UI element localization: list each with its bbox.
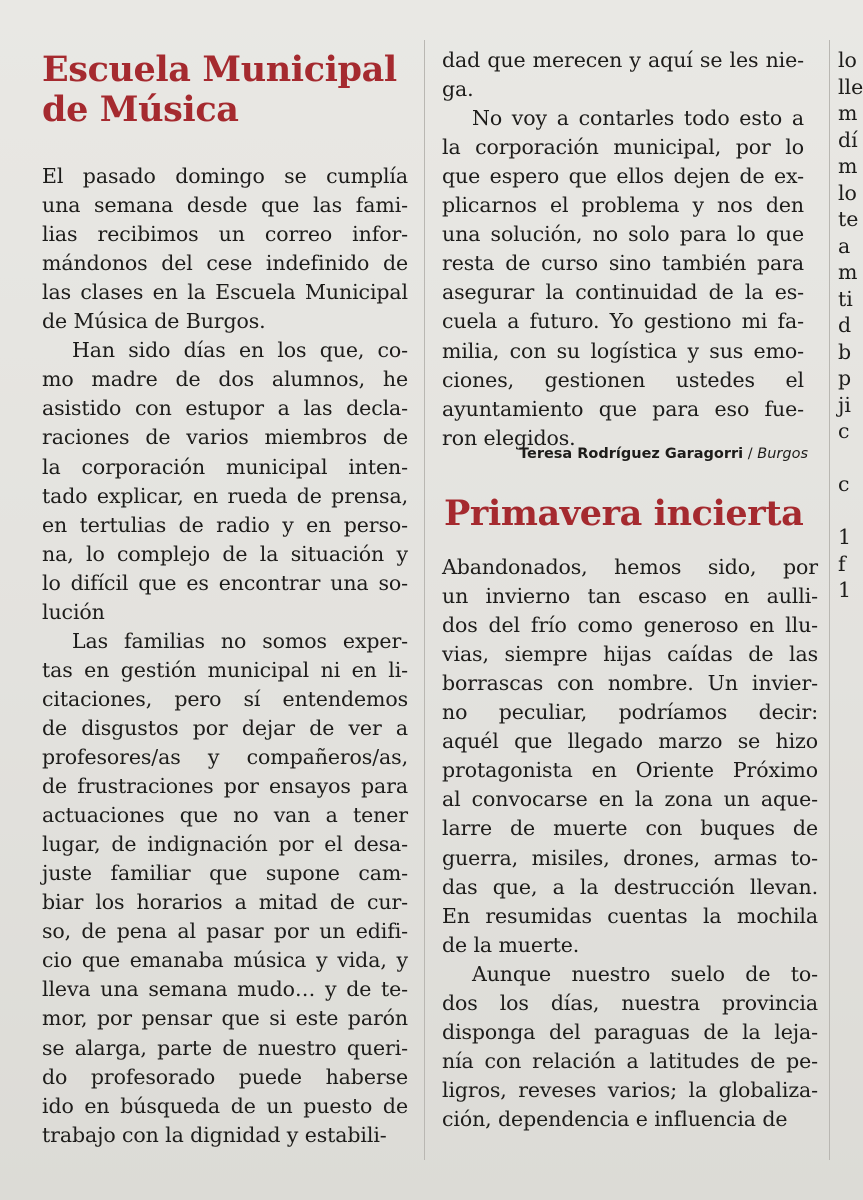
edge-fragment: b <box>838 339 852 364</box>
edge-fragment: a <box>838 233 851 258</box>
letter1-text-line: la corporación municipal, por lo <box>442 135 804 160</box>
letter1-text-line: tado explicar, en rueda de prensa, <box>42 483 408 508</box>
edge-fragment: m <box>838 260 858 284</box>
letter2-text-line: no peculiar, podríamos decir: <box>442 700 818 725</box>
letter1-text-line: asegurar la continuidad de la es- <box>442 280 804 305</box>
letter1-text-line: de Música de Burgos. <box>42 309 266 334</box>
letter1-text-line: Han sido días en los que, co- <box>72 338 408 363</box>
letter1-text-line: lución <box>42 599 105 624</box>
edge-column <box>838 0 863 1200</box>
letter1-text-line: lo difícil que es encontrar una so- <box>42 570 408 595</box>
letter1-text-line: una solución, no solo para lo que <box>442 222 804 247</box>
letter1-text-line: resta de curso sino también para <box>442 251 804 276</box>
letter1-text-line: de disgustos por dejar de ver a <box>42 715 408 740</box>
edge-fragment: lo <box>838 180 857 205</box>
edge-fragment: lo <box>838 48 857 72</box>
edge-fragment: f <box>838 551 846 576</box>
letter1-text-line: se alarga, parte de nuestro queri- <box>42 1035 408 1060</box>
signature-separator: / <box>743 446 758 462</box>
letter2-text-line: dos del frío como generoso en llu- <box>442 613 818 638</box>
letter1-text-line: las clases en la Escuela Municipal <box>42 280 408 305</box>
letter2-text-line: Aunque nuestro suelo de to- <box>472 961 818 986</box>
edge-fragment: p <box>838 366 852 390</box>
edge-fragment: m <box>838 101 858 125</box>
letter1-text-line: ron elegidos. <box>442 425 576 450</box>
letter1-text-line: actuaciones que no van a tener <box>42 803 408 828</box>
letter2-text-line: larre de muerte con buques de <box>442 816 818 841</box>
letter2-text-line: vias, siempre hijas caídas de las <box>442 642 818 667</box>
letter2-text-line: guerra, misiles, drones, armas to- <box>442 845 818 870</box>
letter1-text-line: ciones, gestionen ustedes el <box>442 367 804 392</box>
letter1-text-line: trabajo con la dignidad y estabili- <box>42 1122 387 1147</box>
letter1-text-line: mándonos del cese indefinido de <box>42 251 408 276</box>
letter2-text-line: un invierno tan escaso en aulli- <box>442 584 818 609</box>
letter1-text-line: na, lo complejo de la situación y <box>42 541 408 566</box>
letter1-text-line: milia, con su logística y sus emo- <box>442 338 804 363</box>
edge-fragment: lle <box>838 74 863 99</box>
column-divider-1 <box>424 40 425 1160</box>
letter2-text-line: aquél que llegado marzo se hizo <box>442 729 818 754</box>
letter1-text-line: la corporación municipal inten- <box>42 454 408 479</box>
edge-fragment: dí <box>838 127 858 152</box>
edge-fragment: te <box>838 207 859 231</box>
letter1-text-line: mo madre de dos alumnos, he <box>42 367 408 392</box>
letter2-text-line: ligros, reveses varios; la globaliza- <box>442 1077 818 1102</box>
letter1-text-line: profesores/as y compañeros/as, <box>42 745 408 769</box>
edge-fragment: c <box>838 419 850 443</box>
edge-fragment: m <box>838 154 858 178</box>
signature-place: Burgos <box>757 446 808 462</box>
letter1-text-line: ido en búsqueda de un puesto de <box>42 1093 408 1118</box>
letter1-text-line: do profesorado puede haberse <box>42 1064 408 1089</box>
letter1-text-line: en tertulias de radio y en perso- <box>42 512 408 537</box>
letter1-text-line: citaciones, pero sí entendemos <box>42 686 408 711</box>
letter1-text-line: raciones de varios miembros de <box>42 425 408 450</box>
letter2-text-line: das que, a la destrucción llevan. <box>442 874 818 899</box>
letter2-text-line: disponga del paraguas de la leja- <box>442 1019 818 1044</box>
letter2-text-line: Abandonados, hemos sido, por <box>442 555 818 579</box>
letter1-text-line: cio que emanaba música y vida, y <box>42 948 408 973</box>
letter2-text-line: dos los días, nuestra provincia <box>442 990 818 1015</box>
letter1-text-line: No voy a contarles todo esto a <box>472 106 804 131</box>
letter1-text-line: biar los horarios a mitad de cur- <box>42 890 408 915</box>
column-divider-2 <box>829 40 830 1160</box>
letter1-text-line: lugar, de indignación por el desa- <box>42 832 408 857</box>
letter1-text-line: cuela a futuro. Yo gestiono mi fa- <box>442 309 804 334</box>
letter1-text-line: plicarnos el problema y nos den <box>442 193 804 218</box>
letter2-text-line: ción, dependencia e influencia de <box>442 1106 788 1131</box>
letter1-text-line: El pasado domingo se cumplía <box>42 164 408 188</box>
letter1-text-line: ga. <box>442 77 474 102</box>
edge-fragment: ti <box>838 286 853 311</box>
letter2-text-line: de la muerte. <box>442 932 580 957</box>
letter1-text-line: mor, por pensar que si este parón <box>42 1006 408 1031</box>
edge-fragment: ji <box>838 392 851 417</box>
letter1-text-line: de frustraciones por ensayos para <box>42 774 408 799</box>
letter1-text-line: una semana desde que las fami- <box>42 193 408 218</box>
letter1-text-line: so, de pena al pasar por un edifi- <box>42 919 408 944</box>
letter2-text-line: protagonista en Oriente Próximo <box>442 758 818 783</box>
letter2-text-line: En resumidas cuentas la mochila <box>442 903 818 928</box>
signature-author: Teresa Rodríguez Garagorri <box>519 446 744 462</box>
column-1 <box>42 0 408 1200</box>
letter1-text-line: dad que merecen y aquí se les nie- <box>442 48 804 72</box>
letter1-text-line: ayuntamiento que para eso fue- <box>442 396 804 421</box>
letter1-text-line: asistido con estupor a las decla- <box>42 396 408 421</box>
letter2-text-line: borrascas con nombre. Un invier- <box>442 671 818 696</box>
letter1-text-line: tas en gestión municipal ni en li- <box>42 657 408 682</box>
letter1-text-line: lias recibimos un correo infor- <box>42 222 408 247</box>
letter1-title-line1: Escuela Municipal <box>42 49 397 90</box>
edge-fragment: c <box>838 472 850 496</box>
column-2 <box>442 0 818 1200</box>
letter1-text-line: juste familiar que supone cam- <box>42 861 408 886</box>
letter1-text-line: lleva una semana mudo… y de te- <box>42 977 408 1002</box>
letter1-text-line: que espero que ellos dejen de ex- <box>442 164 804 189</box>
edge-fragment: 1 <box>838 525 852 549</box>
edge-fragment: d <box>838 313 852 337</box>
letter2-text-line: nía con relación a latitudes de pe- <box>442 1048 818 1073</box>
letter1-title-line2: de Música <box>42 89 239 130</box>
edge-fragment: 1 <box>838 578 852 602</box>
letter2-text-line: al convocarse en la zona un aque- <box>442 787 818 812</box>
letter2-title: Primavera incierta <box>444 493 804 534</box>
letter1-text-line: Las familias no somos exper- <box>72 628 408 653</box>
